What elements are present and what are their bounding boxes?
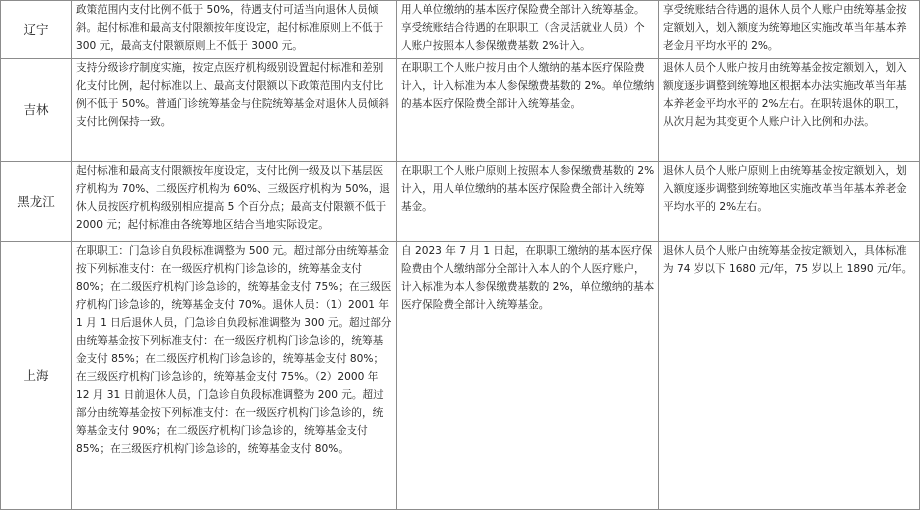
employee-account-cell: 在职职工个人账户原则上按照本人参保缴费基数的 2%计入，用人单位缴纳的基本医疗保险费全部计入统筹基金。 xyxy=(397,162,659,242)
employee-account-cell: 在职职工个人账户按月由个人缴纳的基本医疗保险费计入，计入标准为本人参保缴费基数的 2%。单位缴纳的基本医疗保险费全部计入统筹基金。 xyxy=(397,59,659,162)
outpatient-rules-cell: 在职职工：门急诊自负段标准调整为 500 元。超过部分由统筹基金按下列标准支付：在一级医疗机构门诊急诊的，统筹基金支付 80%；在二级医疗机构门诊急诊的，统筹基金支付 75%；在三级医疗机构门诊急诊的，统筹基金支付 70%。退休人员：（1）2001 年 1 月 1 日后退休人员，门急诊自负段标准调整为 300 元。超过部分由统筹基金按下列标准支付：在一级医疗机构门诊急诊的，统筹基金支付 85%；在二级医疗机构门诊急诊的，统筹基金支付 80%；在三级医疗机构门诊急诊的，统筹基金支付 75%。（2）2000 年 12 月 31 日前退休人员，门急诊自负段标准调整为 200 元。超过部分由统筹基金按下列标准支付：在一级医疗机构门诊急诊的，统筹基金支付 90%；在二级医疗机构门诊急诊的，统筹基金支付 85%；在三级医疗机构门诊急诊的，统筹基金支付 80%。 xyxy=(72,242,397,510)
outpatient-rules-cell: 政策范围内支付比例不低于 50%，待遇支付可适当向退休人员倾斜。起付标准和最高支付限额按年度设定，起付标准原则上不低于 300 元，最高支付限额原则上不低于 3000 元。 xyxy=(72,1,397,59)
employee-account-cell: 自 2023 年 7 月 1 日起，在职职工缴纳的基本医疗保险费由个人缴纳部分全部计入本人的个人医疗账户，计入标准为本人参保缴费基数的 2%，单位缴纳的基本医疗保险费全部计入统筹基金。 xyxy=(397,242,659,510)
outpatient-rules-cell: 支持分级诊疗制度实施，按定点医疗机构级别设置起付标准和差别化支付比例，起付标准以上、最高支付限额以下政策范围内支付比例不低于 50%。普通门诊统筹基金与住院统筹基金对退休人员倾斜支付比例保持一致。 xyxy=(72,59,397,162)
region-cell: 黑龙江 xyxy=(1,162,72,242)
region-cell: 辽宁 xyxy=(1,1,72,59)
retiree-account-cell: 退休人员个人账户按月由统筹基金按定额划入，划入额度逐步调整到统筹地区根据本办法实施改革当年基本养老金平均水平的 2%左右。在职转退休的职工，从次月起为其变更个人账户计入比例和办法。 xyxy=(659,59,920,162)
table-row-jilin xyxy=(1,59,920,162)
retiree-account-cell: 享受统账结合待遇的退休人员个人账户由统筹基金按定额划入，划入额度为统筹地区实施改革当年基本养老金月平均水平的 2%。 xyxy=(659,1,920,59)
table-row-shanghai xyxy=(1,242,920,510)
table-row-liaoning xyxy=(1,1,920,59)
region-cell: 吉林 xyxy=(1,59,72,162)
employee-account-cell: 用人单位缴纳的基本医疗保险费全部计入统筹基金。享受统账结合待遇的在职职工（含灵活就业人员）个人账户按照本人参保缴费基数 2%计入。 xyxy=(397,1,659,59)
region-cell: 上海 xyxy=(1,242,72,510)
retiree-account-cell: 退休人员个人账户原则上由统筹基金按定额划入，划入额度逐步调整到统筹地区实施改革当年基本养老金平均水平的 2%左右。 xyxy=(659,162,920,242)
table-row-heilongjiang xyxy=(1,162,920,242)
retiree-account-cell: 退休人员个人账户由统筹基金按定额划入，具体标准为 74 岁以下 1680 元/年，75 岁以上 1890 元/年。 xyxy=(659,242,920,510)
outpatient-rules-cell: 起付标准和最高支付限额按年度设定，支付比例一级及以下基层医疗机构为 70%、二级医疗机构为 60%、三级医疗机构为 50%，退休人员按医疗机构级别相应提高 5 个百分点；最高支付限额不低于 2000 元；起付标准由各统筹地区结合当地实际设定。 xyxy=(72,162,397,242)
